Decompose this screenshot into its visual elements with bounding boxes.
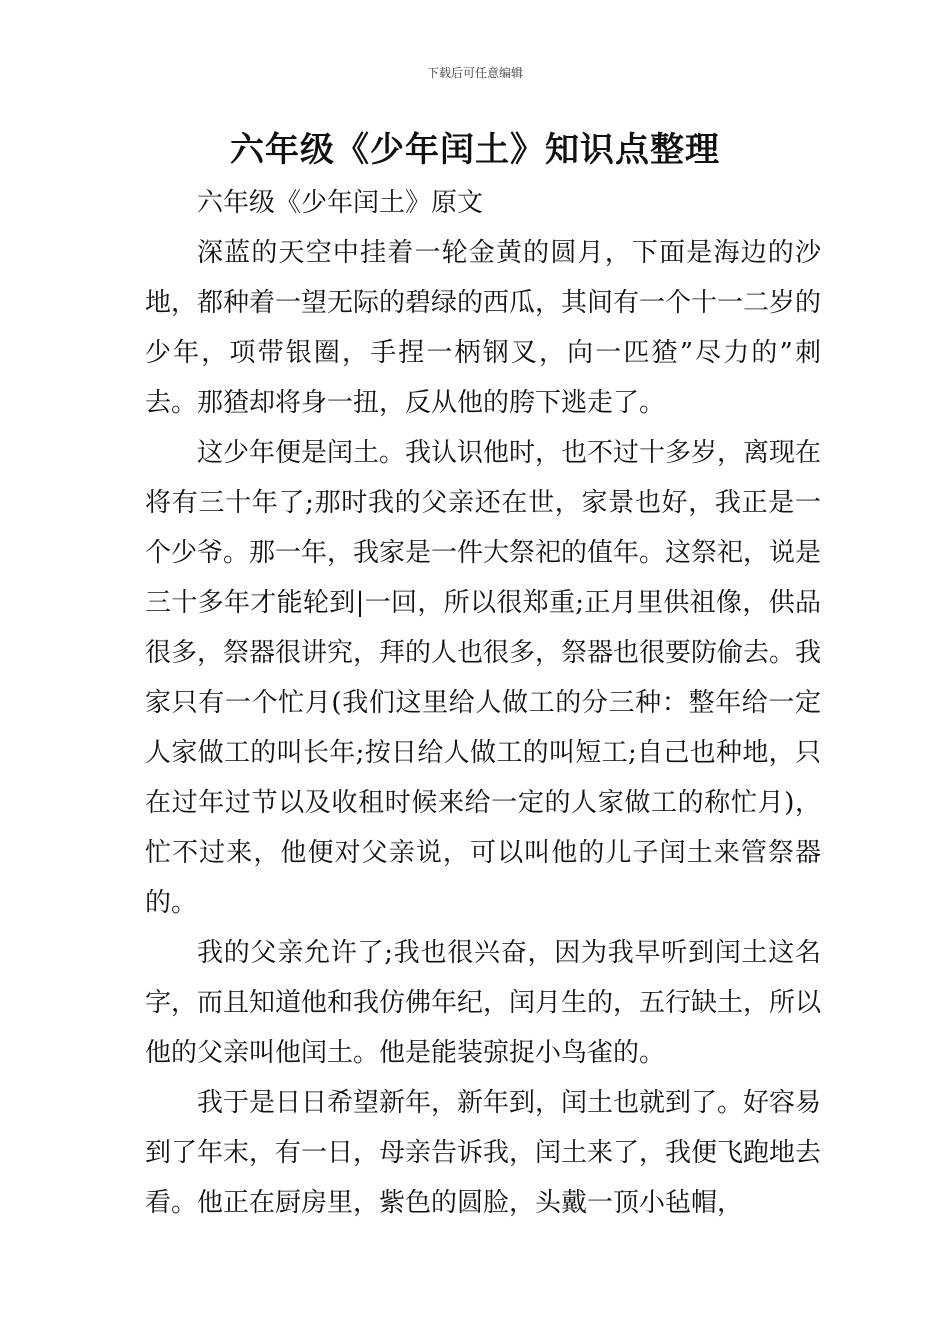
document-title: 六年级《少年闰土》知识点整理: [230, 130, 720, 170]
document-body: [145, 178, 821, 1228]
paragraph-subheading: 六年级《少年闰土》原文: [197, 188, 484, 218]
paragraph: 我的父亲允许了;我也很兴奋，因为我早听到闰土这名字，而且知道他和我仿佛年纪，闰月生的，五行缺土，所以他的父亲叫他闰土。他是能装弶捉小鸟雀的。: [145, 938, 822, 1068]
header-note: 下载后可任意编辑: [426, 66, 523, 80]
paragraph: 深蓝的天空中挂着一轮金黄的圆月，下面是海边的沙地，都种着一望无际的碧绿的西瓜，其间有一个十一二岁的少年，项带银圈，手捏一柄钢叉，向一匹猹”尽力的”刺去。那猹却将身一扭，反从他的胯下逃走了。: [145, 238, 822, 418]
paragraph: 这少年便是闰土。我认识他时，也不过十多岁，离现在将有三十年了;那时我的父亲还在世，家景也好，我正是一个少爷。那一年，我家是一件大祭祀的值年。这祭祀，说是三十多年才能轮到|一回，所以很郑重;正月里供祖像，供品很多，祭器很讲究，拜的人也很多，祭器也很要防偷去。我家只有一个忙月(我们这里给人做工的分三种：整年给一定人家做工的叫长年;按日给人做工的叫短工;自己也种地，只在过年过节以及收租时候来给一定的人家做工的称忙月)，忙不过来，他便对父亲说，可以叫他的儿子闰土来管祭器的。: [145, 438, 822, 918]
paragraph: 我于是日日希望新年，新年到，闰土也就到了。好容易到了年末，有一日，母亲告诉我，闰土来了，我便飞跑地去看。他正在厨房里，紫色的圆脸，头戴一顶小毡帽，: [145, 1088, 822, 1218]
